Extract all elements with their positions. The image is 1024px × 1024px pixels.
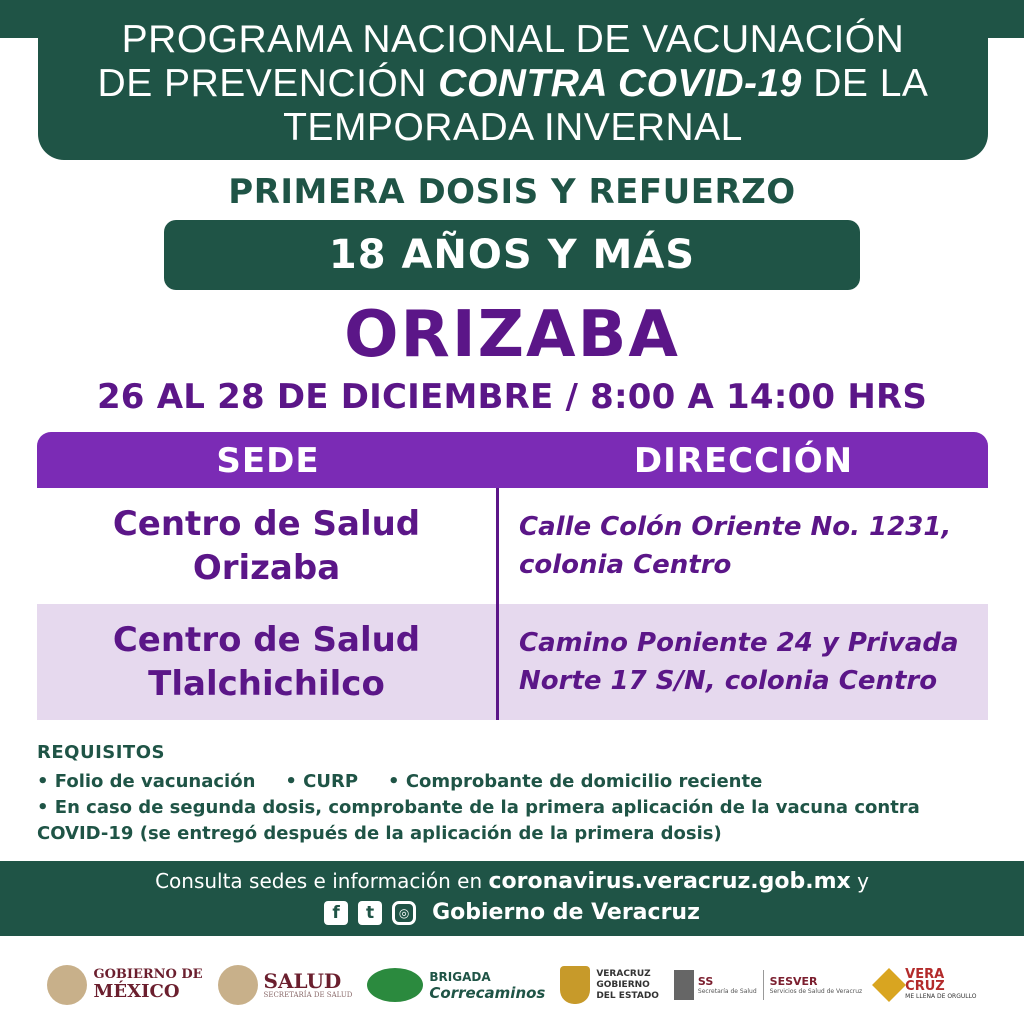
age-badge: 18 AÑOS Y MÁS <box>164 220 860 290</box>
sites-table <box>37 432 988 720</box>
dose-subheading: PRIMERA DOSIS Y REFUERZO <box>228 172 796 212</box>
direccion-cell <box>499 488 988 604</box>
consult-pre: Consulta sedes e información en <box>155 869 489 893</box>
brigada-logo <box>367 968 545 1002</box>
veracruz-line-3: DEL ESTADO <box>596 990 659 1001</box>
table-row <box>37 488 988 604</box>
salud-logo <box>218 965 353 1005</box>
veracruz-line-2: GOBIERNO <box>596 979 650 990</box>
veracruz-line-1: VERACRUZ <box>596 968 651 979</box>
social-row <box>0 900 1024 925</box>
banner-line-2 <box>38 62 988 106</box>
header-direccion: DIRECCIÓN <box>633 441 854 481</box>
date-time-range: 26 AL 28 DE DICIEMBRE / 8:00 A 14:00 HRS <box>96 377 928 417</box>
sesver-subtitle: Servicios de Salud de Veracruz <box>769 987 863 995</box>
direccion-cell <box>499 604 988 720</box>
banner-line-1: PROGRAMA NACIONAL DE VACUNACIÓN <box>121 18 905 61</box>
requirements-title: REQUISITOS <box>37 742 165 763</box>
ss-title: SS <box>697 974 714 988</box>
program-banner <box>38 0 988 160</box>
banner-line-2-strong: CONTRA COVID-19 <box>438 62 802 105</box>
ss-text <box>698 976 757 995</box>
banner-line-3: TEMPORADA INVERNAL <box>283 106 743 149</box>
mexico-seal-icon <box>47 965 87 1005</box>
dir-line-1: Calle Colón Oriente No. 1231, <box>519 512 952 542</box>
banner-line-2-post: DE LA <box>801 62 929 105</box>
website-link[interactable]: coronavirus.veracruz.gob.mx <box>488 869 851 894</box>
ss-subtitle: Secretaría de Salud <box>697 987 757 995</box>
table-row <box>37 604 988 720</box>
salud-seal-icon <box>218 965 258 1005</box>
requirement-extra-2: COVID-19 (se entregó después de la aplicación de la primera dosis) <box>37 823 722 844</box>
logos-row <box>0 950 1024 1020</box>
sede-line-1: Centro de Salud <box>112 620 421 660</box>
requirement-item: • Folio de vacunación <box>37 771 256 792</box>
salud-text <box>263 968 353 1000</box>
requirement-extra-1: • En caso de segunda dosis, comprobante de la primera aplicación de la vacuna contra <box>37 797 920 818</box>
header-sede: SEDE <box>216 441 320 481</box>
ss-sesver-logo <box>674 970 862 1000</box>
brigada-line-1: BRIGADA <box>429 969 491 984</box>
dir-line-2: Norte 17 S/N, colonia Centro <box>519 666 938 696</box>
twitter-icon[interactable]: t <box>358 901 382 925</box>
city-title: ORIZABA <box>344 298 680 372</box>
consult-post: y <box>850 869 869 893</box>
facebook-icon[interactable]: f <box>324 901 348 925</box>
veracruz-gobierno-logo <box>560 966 659 1004</box>
instagram-icon[interactable]: ◎ <box>392 901 416 925</box>
footer-band <box>0 861 1024 936</box>
brigada-emblem-icon <box>367 968 423 1002</box>
veracruz-text <box>596 969 659 1002</box>
veracruz-flower-icon <box>872 968 906 1002</box>
social-handle: Gobierno de Veracruz <box>432 900 700 925</box>
veracruz-orgullo-logo <box>877 969 976 1001</box>
brigada-line-2: Correcaminos <box>429 983 546 1002</box>
mexico-line-1: GOBIERNO DE <box>93 967 203 982</box>
consult-text <box>0 861 1024 894</box>
requirement-item: • Comprobante de domicilio reciente <box>388 771 763 792</box>
salud-title: SALUD <box>263 968 342 993</box>
gobierno-mexico-text <box>93 968 202 1002</box>
requirements-section <box>37 742 987 847</box>
table-header <box>37 432 988 488</box>
salud-subtitle: SECRETARÍA DE SALUD <box>263 990 353 999</box>
vc-subtitle: ME LLENA DE ORGULLO <box>905 993 977 1000</box>
banner-line-2-pre: DE PREVENCIÓN <box>97 62 439 105</box>
sesver-title: SESVER <box>769 974 818 988</box>
mexico-line-2: MÉXICO <box>93 981 180 1002</box>
vc-text <box>905 969 976 1001</box>
brigada-text <box>429 969 545 1002</box>
vc-line-2: CRUZ <box>905 979 945 994</box>
requirements-list <box>37 769 987 795</box>
dir-line-2: colonia Centro <box>519 550 732 580</box>
sede-line-2: Tlalchichilco <box>148 664 385 704</box>
sede-line-2: Orizaba <box>192 548 341 588</box>
logo-divider <box>763 970 764 1000</box>
sesver-text <box>770 976 863 995</box>
ss-emblem-icon <box>674 970 694 1000</box>
dir-line-1: Camino Poniente 24 y Privada <box>519 628 959 658</box>
requirement-item: • CURP <box>285 771 359 792</box>
vc-line-1: VERA <box>905 967 945 982</box>
sede-line-1: Centro de Salud <box>112 504 421 544</box>
gobierno-mexico-logo <box>47 965 202 1005</box>
sede-cell <box>37 488 499 604</box>
veracruz-shield-icon <box>560 966 590 1004</box>
sede-cell <box>37 604 499 720</box>
